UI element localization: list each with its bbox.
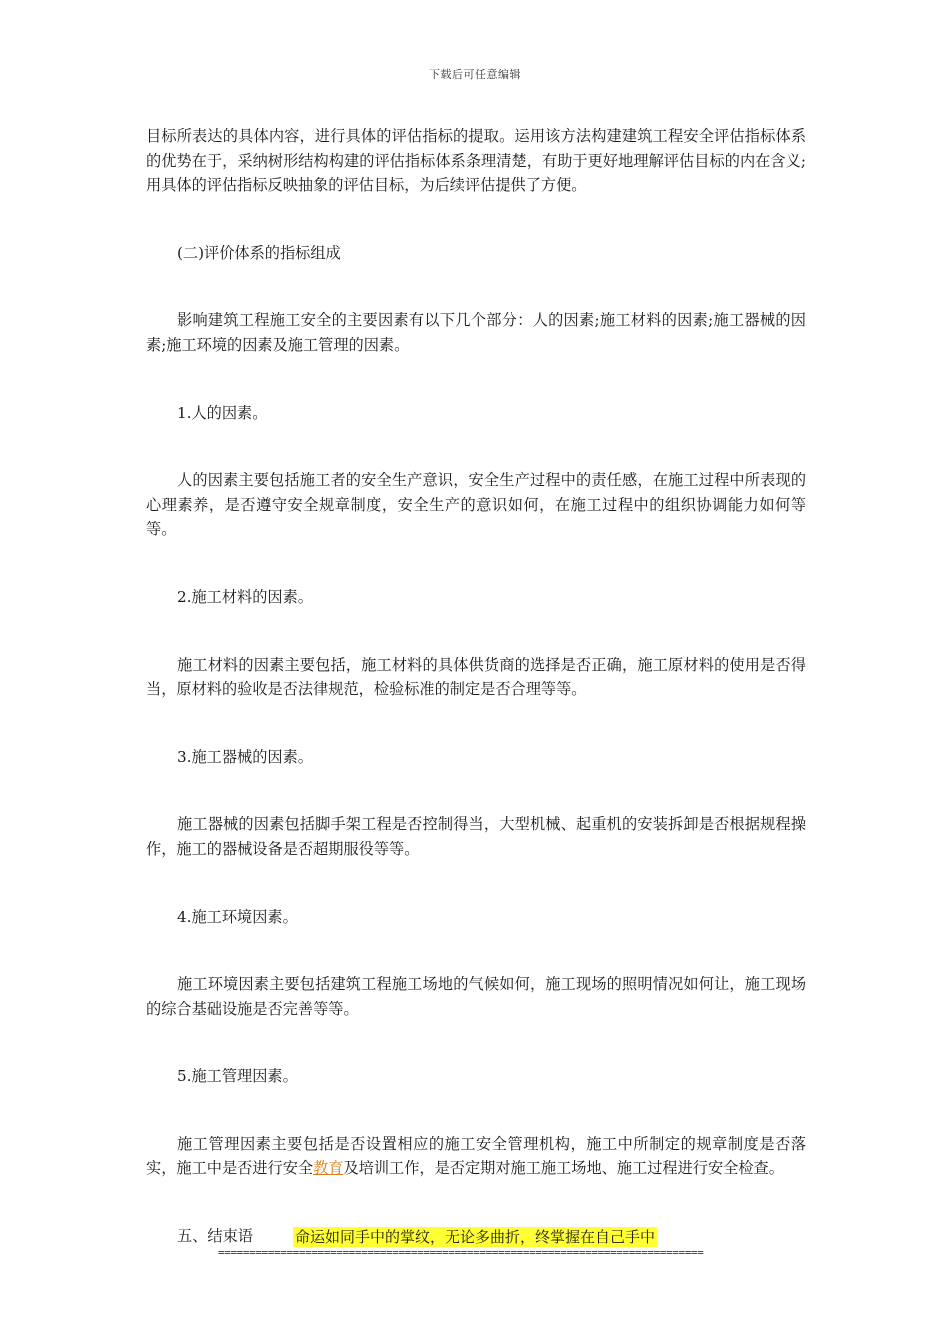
footer-divider-rule: ==============================================================================	[218, 1246, 704, 1259]
paragraph-environment-factor: 施工环境因素主要包括建筑工程施工场地的气候如何，施工现场的照明情况如何让，施工现场的综合基础设施是否完善等等。	[146, 975, 806, 1018]
paragraph-management-factor	[146, 1132, 806, 1181]
paragraph-equipment-factor: 施工器械的因素包括脚手架工程是否控制得当，大型机械、起重机的安装拆卸是否根据规程操作，施工的器械设备是否超期服役等等。	[146, 815, 806, 858]
section-heading-indicator-composition: (二)评价体系的指标组成	[177, 243, 341, 262]
paragraph-human-factor: 人的因素主要包括施工者的安全生产意识，安全生产过程中的责任感，在施工过程中所表现的心理素养，是否遵守安全规章制度，安全生产的意识如何，在施工过程中的组织协调能力如何等等。	[146, 471, 806, 539]
paragraph-material-factor: 施工材料的因素主要包括，施工材料的具体供货商的选择是否正确，施工原材料的使用是否得当，原材料的验收是否法律规范，检验标准的制定是否合理等等。	[146, 655, 806, 699]
page-header-caption: 下载后可任意编辑	[429, 68, 521, 81]
section-heading-conclusion: 五、结束语	[177, 1227, 253, 1246]
paragraph-management-text-before: 施工管理因素主要包括是否设置相应的施工安全管理机构，施工中所制定的规章制度是否落实，施工中是否进行安全	[146, 1134, 806, 1178]
subheading-environment-factor: 4.施工环境因素。	[177, 907, 298, 926]
document-body	[146, 124, 806, 1249]
subheading-material-factor: 2.施工材料的因素。	[177, 587, 313, 606]
paragraph-intro: 目标所表达的具体内容，进行具体的评估指标的提取。运用该方法构建建筑工程安全评估指标体系的优势在于，采纳树形结构构建的评估指标体系条理清楚，有助于更好地理解评估目标的内在含义;用具体的评估指标反映抽象的评估目标，为后续评估提供了方便。	[146, 127, 806, 195]
subheading-management-factor: 5.施工管理因素。	[177, 1067, 298, 1086]
footer-banner	[0, 1227, 950, 1247]
education-link[interactable]: 教育	[313, 1159, 344, 1178]
subheading-human-factor: 1.人的因素。	[177, 403, 268, 422]
subheading-equipment-factor: 3.施工器械的因素。	[177, 747, 313, 766]
paragraph-main-factors: 影响建筑工程施工安全的主要因素有以下几个部分：人的因素;施工材料的因素;施工器械的因素;施工环境的因素及施工管理的因素。	[146, 311, 806, 354]
paragraph-management-text-after: 及培训工作，是否定期对施工施工场地、施工过程进行安全检查。	[343, 1159, 784, 1178]
footer-motto: 命运如同手中的掌纹，无论多曲折，终掌握在自己手中	[294, 1228, 655, 1246]
